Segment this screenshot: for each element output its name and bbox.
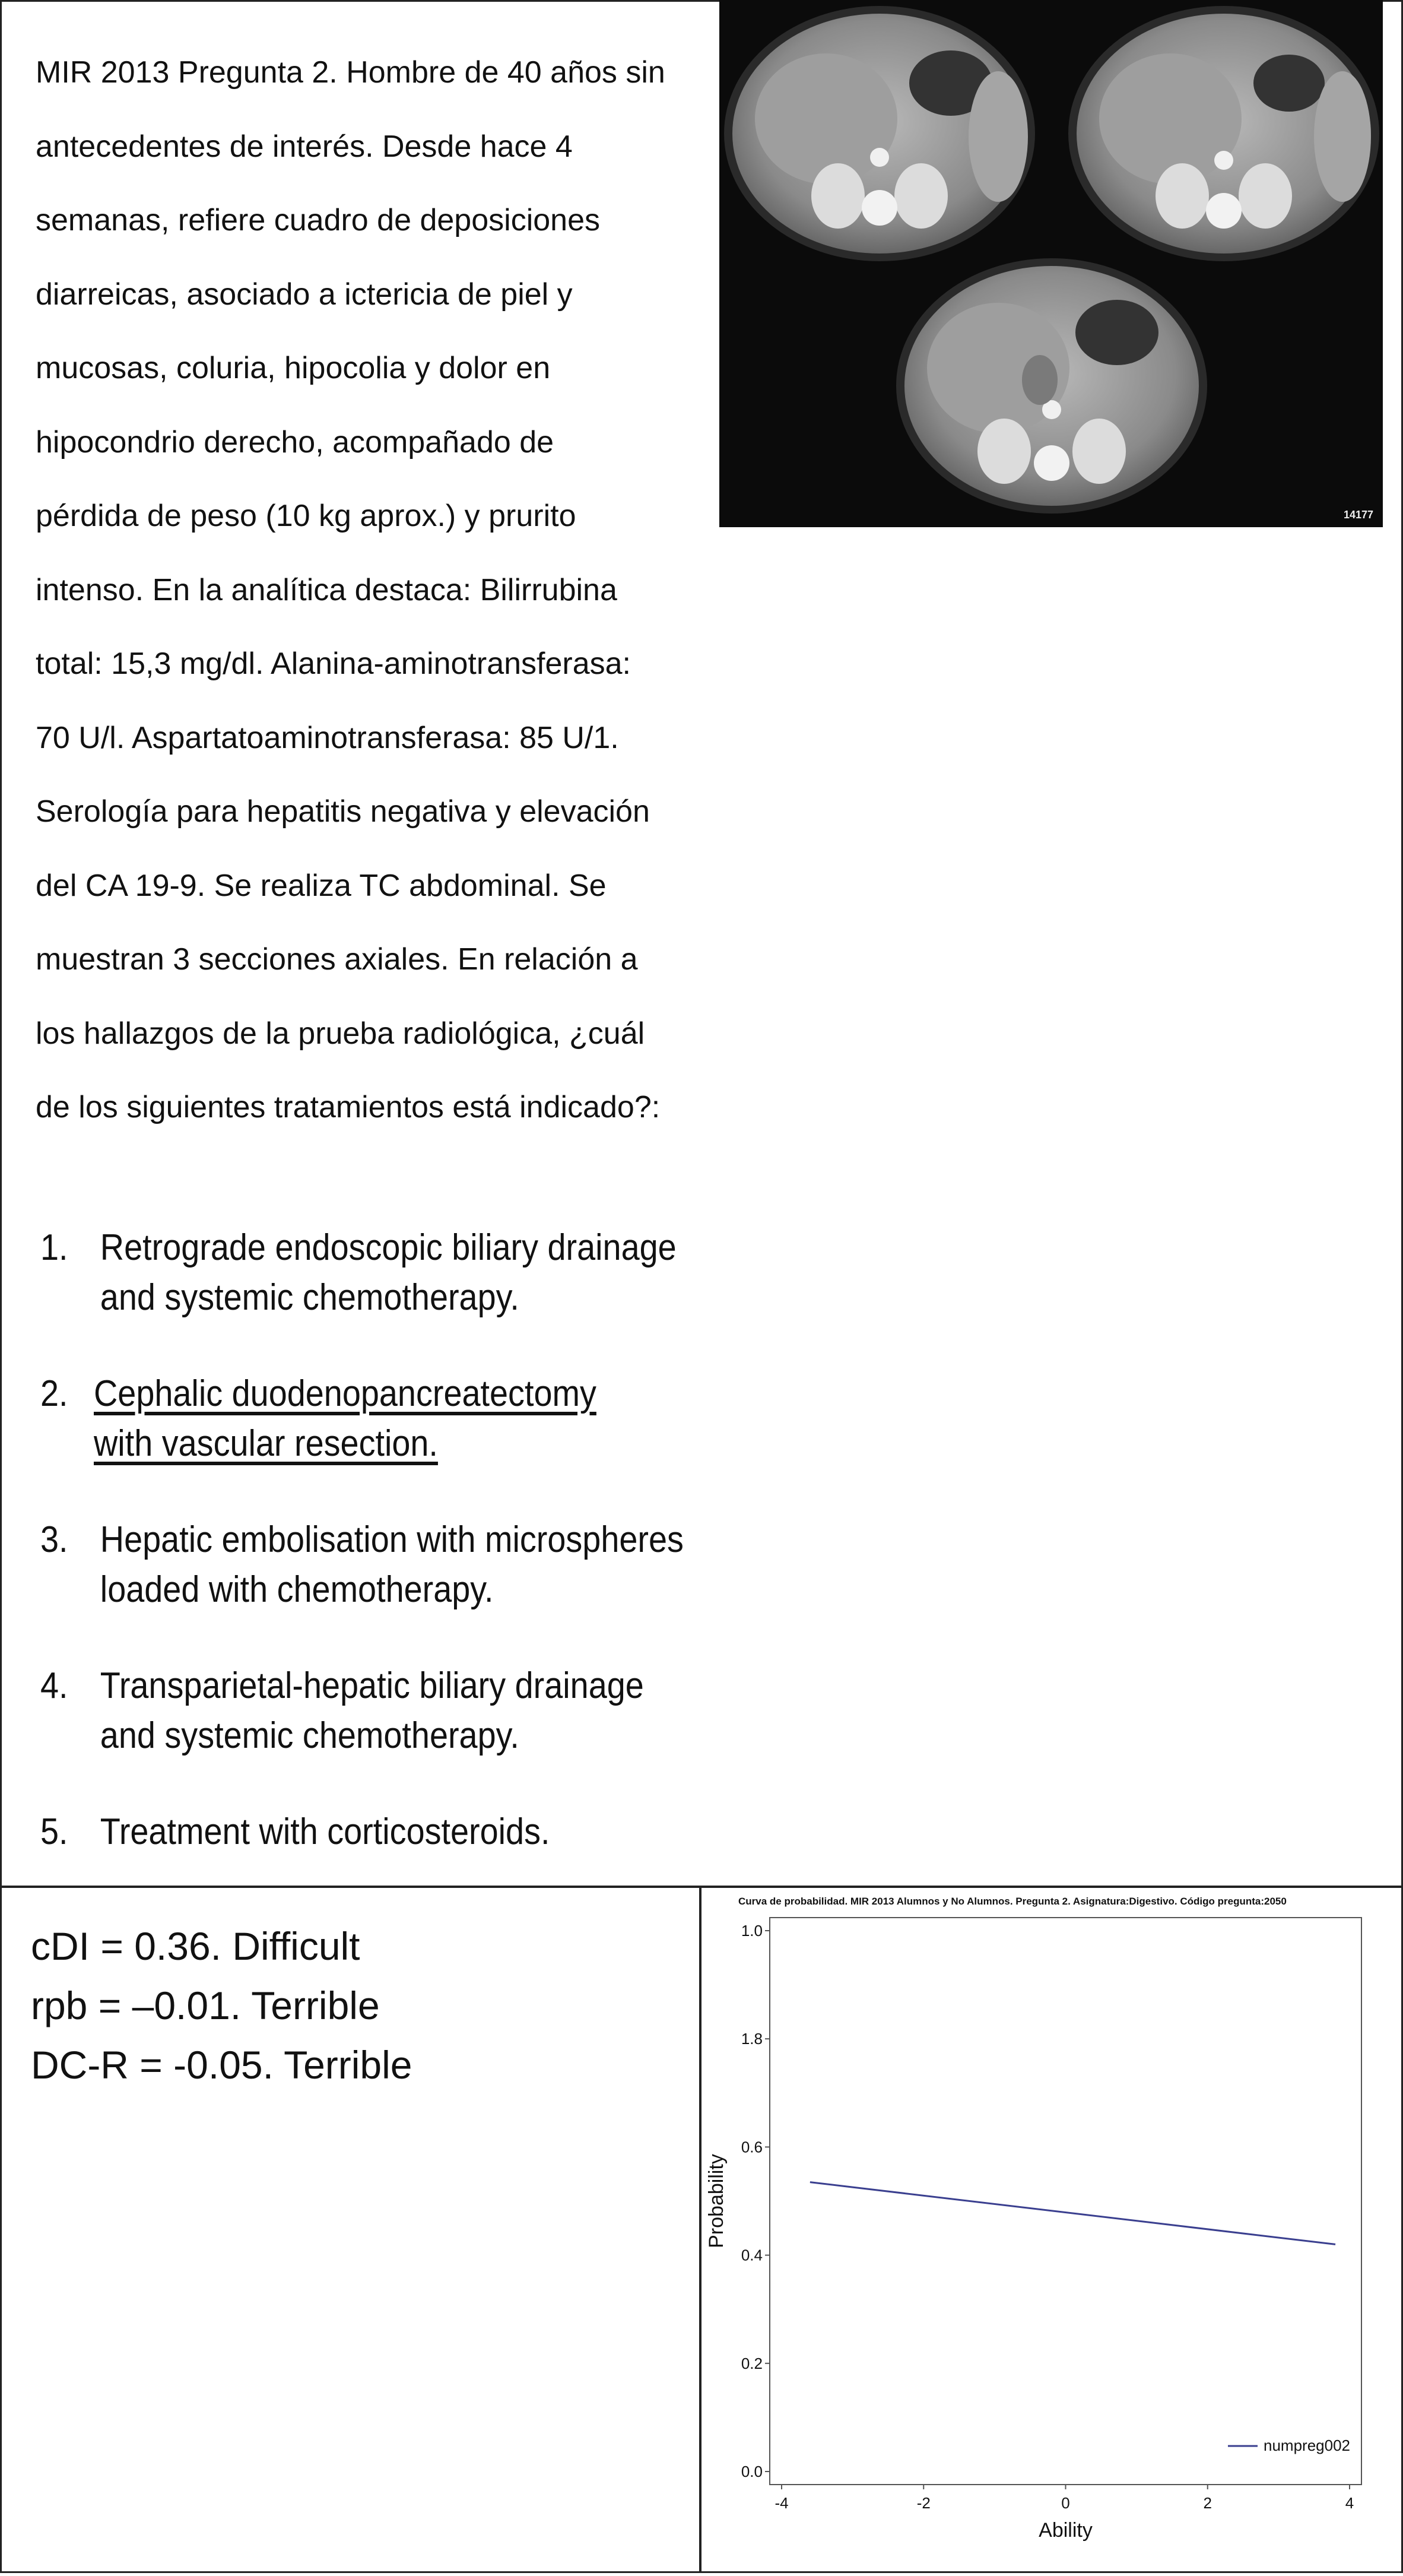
question-line: de los siguientes tratamientos está indicado?: (36, 1090, 661, 1124)
ct-image-id: 14177 (1343, 509, 1373, 521)
ct-scan-image (719, 0, 1383, 527)
x-axis-label: Ability (1039, 2519, 1093, 2542)
question-line: semanas, refiere cuadro de deposiciones (36, 203, 601, 237)
question-line: pérdida de peso (10 kg aprox.) y prurito (36, 499, 576, 533)
option-text: Cephalic duodenopancreatectomy with vascular resection. (94, 1373, 596, 1464)
option-3 (40, 1515, 735, 1615)
ct-slice-3 (896, 258, 1207, 514)
plot-frame (770, 1918, 1361, 2485)
option-number: 2. (40, 1373, 68, 1414)
question-line: intenso. En la analítica destaca: Bilirrubina (36, 572, 617, 607)
legend-label: numpreg002 (1264, 2436, 1350, 2454)
option-1 (40, 1223, 735, 1323)
probability-chart (702, 1888, 1403, 2573)
y-tick-label: 0.4 (741, 2246, 763, 2264)
y-tick-label: 1.8 (741, 2030, 763, 2048)
chart-title: Curva de probabilidad. MIR 2013 Alumnos y No Alumnos. Pregunta 2. Asignatura:Digestivo. Código pregunta:2050 (738, 1896, 1287, 1907)
option-text: Retrograde endoscopic biliary drainage and systemic chemotherapy. (100, 1227, 677, 1318)
question-line: total: 15,3 mg/dl. Alanina-aminotransferasa: (36, 647, 631, 681)
chart-svg (702, 1888, 1403, 2573)
option-text: Transparietal-hepatic biliary drainage and systemic chemotherapy. (100, 1665, 644, 1756)
option-number: 1. (40, 1227, 68, 1268)
question-line: diarreicas, asociado a ictericia de piel y (36, 277, 573, 312)
x-tick-label: 4 (1345, 2494, 1354, 2512)
y-axis-label: Probability (705, 2154, 728, 2248)
x-tick-label: -2 (916, 2494, 931, 2512)
series-line-numpreg002 (810, 2182, 1335, 2245)
y-tick-label: 0.0 (741, 2463, 763, 2480)
y-tick-label: 1.0 (741, 1922, 763, 1940)
x-tick-label: 2 (1203, 2494, 1212, 2512)
dcr-stat: DC-R = -0.05. Terrible (31, 2043, 412, 2087)
x-tick-label: -4 (774, 2494, 789, 2512)
option-number: 3. (40, 1519, 68, 1560)
x-tick-label: 0 (1061, 2494, 1070, 2512)
rpb-stat: rpb = –0.01. Terrible (31, 1984, 380, 2027)
ct-slice-1 (724, 6, 1035, 261)
question-line: Serología para hepatitis negativa y elevación (36, 794, 650, 829)
option-number: 4. (40, 1665, 68, 1706)
answer-options (40, 1223, 812, 1903)
y-tick-label: 0.6 (741, 2138, 763, 2156)
y-tick-label: 0.2 (741, 2354, 763, 2372)
question-line: antecedentes de interés. Desde hace 4 (36, 129, 573, 164)
question-line: MIR 2013 Pregunta 2. Hombre de 40 años sin (36, 55, 665, 90)
question-line: mucosas, coluria, hipocolia y dolor en (36, 351, 551, 385)
option-text: Treatment with corticosteroids. (100, 1811, 550, 1852)
ct-scan-drawing (719, 0, 1383, 527)
option-text: Hepatic embolisation with microspheres loaded with chemotherapy. (100, 1519, 684, 1610)
ct-slice-2 (1068, 6, 1379, 261)
cdi-stat: cDI = 0.36. Difficult (31, 1924, 360, 1968)
option-4 (40, 1661, 735, 1761)
question-line: hipocondrio derecho, acompañado de (36, 424, 554, 460)
question-line: muestran 3 secciones axiales. En relación a (36, 942, 638, 977)
option-5 (40, 1807, 735, 1857)
item-statistics (31, 1916, 412, 2095)
question-text (36, 36, 736, 1145)
question-line: 70 U/l. Aspartatoaminotransferasa: 85 U/1. (36, 720, 619, 755)
question-line: los hallazgos de la prueba radiológica, ¿cuál (36, 1016, 645, 1051)
option-number: 5. (40, 1811, 68, 1852)
option-2-correct (40, 1369, 735, 1469)
question-line: del CA 19-9. Se realiza TC abdominal. Se (36, 868, 607, 903)
